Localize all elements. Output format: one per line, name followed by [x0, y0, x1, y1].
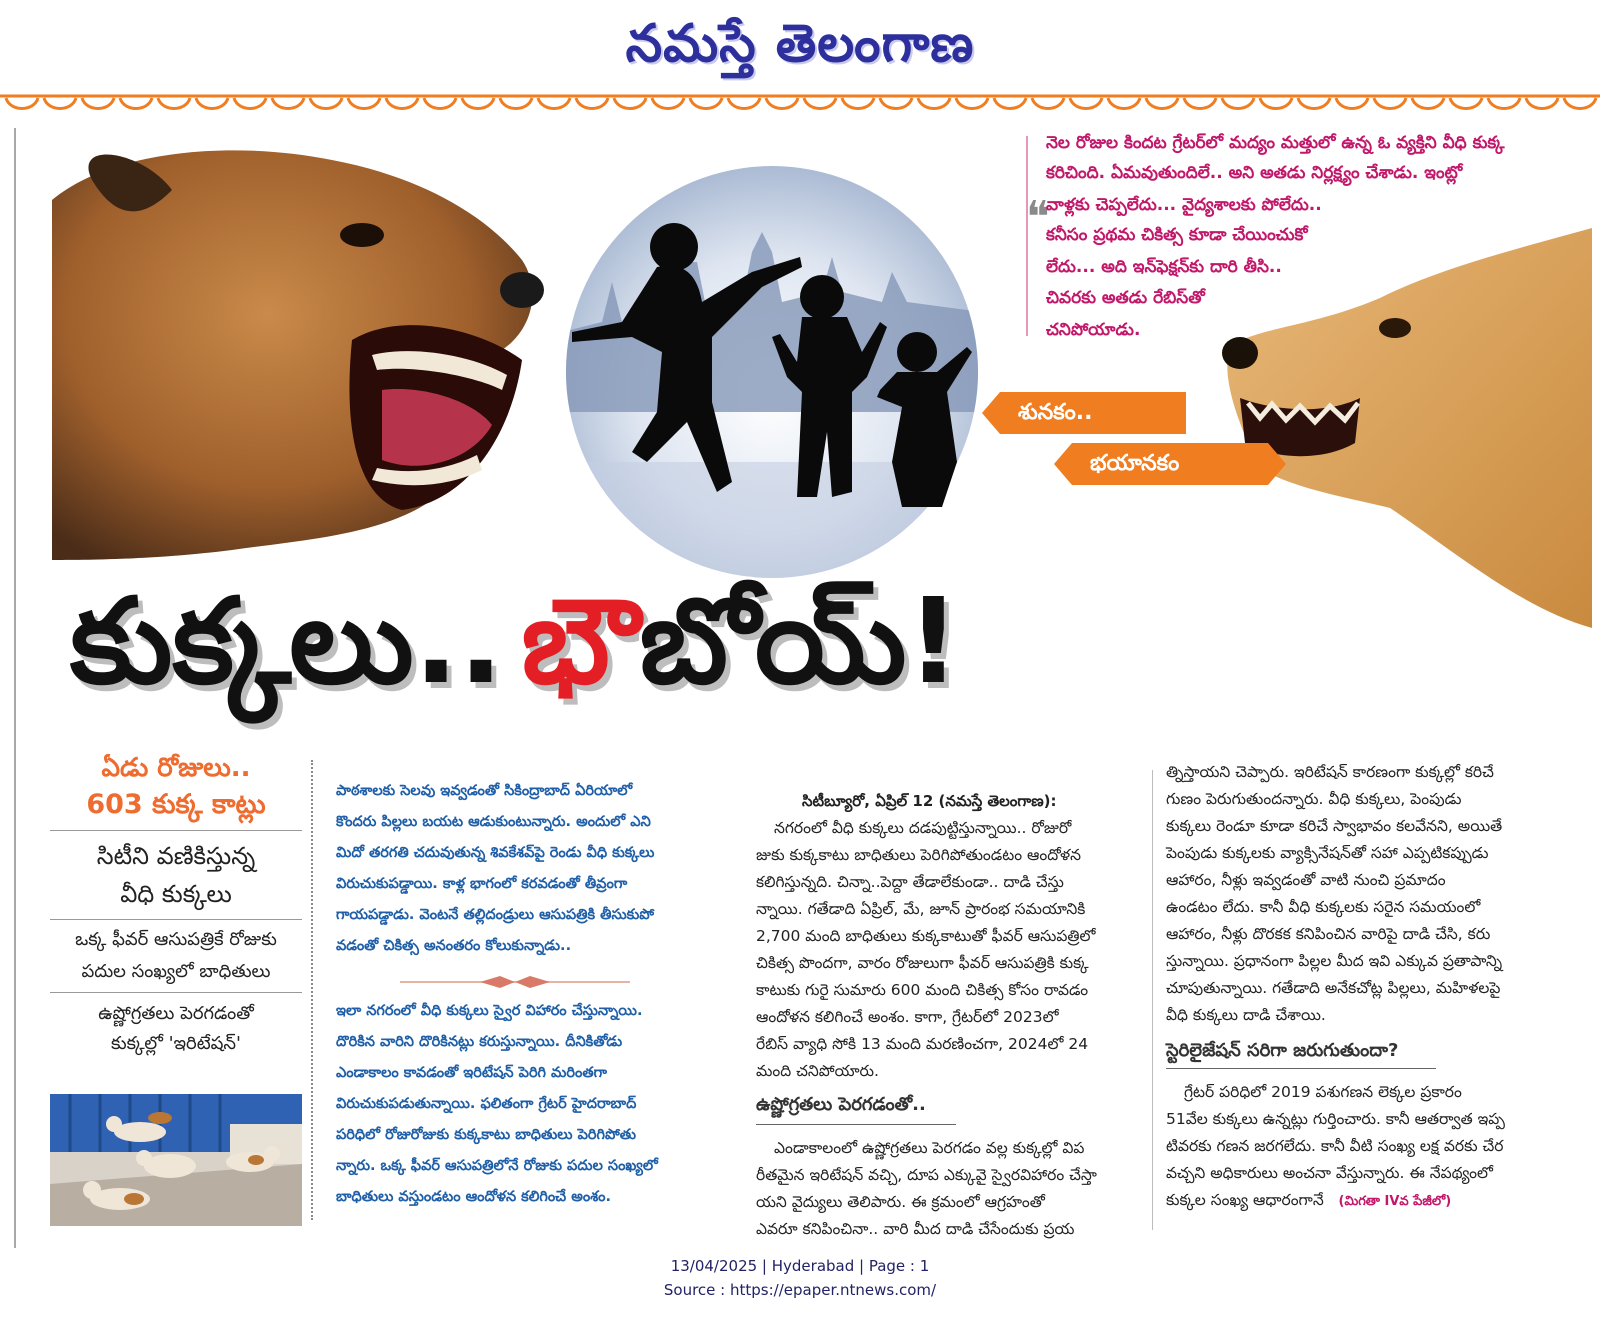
intro-line: న్నారు. ఒక్క ఫీవర్ ఆసుపత్రిలోనే రోజుకు పదుల సంఖ్యలో — [336, 1158, 658, 1174]
ornament-scallop — [576, 98, 608, 109]
ornament-scallop — [1070, 98, 1102, 109]
article-line: యని వైద్యులు తెలిపారు. ఈ క్రమంలో ఆగ్రహంతో — [756, 1193, 1045, 1211]
subheading-underline — [756, 1124, 956, 1125]
article-last-line: కుక్కల సంఖ్య ఆధారంగానే — [1166, 1191, 1324, 1209]
masthead — [0, 0, 1600, 80]
ornament-scallop — [1032, 98, 1064, 109]
article-line: ఆహారం, నీళ్లు దొరకక కనిపించిన వారిపై దాడి చేసి, కరు — [1166, 925, 1491, 943]
article-line: నగరంలో వీధి కుక్కలు దడపుట్టిస్తున్నాయి.. రోజురో — [774, 819, 1072, 837]
headline-part-2: భౌ — [521, 572, 640, 710]
ornament-scallop — [196, 98, 228, 109]
angry-dog-photo-left — [52, 140, 552, 560]
ornament-scallop — [386, 98, 418, 109]
headline-part-3: బోయ్! — [639, 572, 961, 710]
article-line: చూపుతున్నాయి. గతేడాది అనేకచోట్ల పిల్లలు, మహిళలపై — [1166, 979, 1501, 997]
sidebar-block-4 — [50, 920, 302, 993]
sidebar-line-4a: ఒక్క ఫీవర్ ఆసుపత్రికే రోజుకు — [75, 929, 277, 950]
ornament-scallop — [652, 98, 684, 109]
sidebar-line-5b: కుక్కల్లో 'ఇరిటేషన్' — [110, 1033, 242, 1054]
ornament-scallop — [918, 98, 950, 109]
subheading: ఉష్ణోగ్రతలు పెరగడంతో.. — [756, 1094, 926, 1115]
intro-line: ఎండాకాలం కావడంతో ఇరిటేషన్ పెరిగి మరింతగా — [336, 1065, 607, 1081]
ornament-scallop — [728, 98, 760, 109]
intro-line: దొరికిన వారిని దొరికినట్లు కరుస్తున్నాయి. దీనికితోడు — [336, 1034, 623, 1050]
intro-line: గాయపడ్డాడు. వెంటనే తల్లిదండ్రులు ఆసుపత్రికి తీసుకుపో — [336, 907, 654, 923]
ornament-scallop — [1222, 98, 1254, 109]
quote-line: కరిచింది. ఏమవుతుందిలే.. అని అతడు నిర్లక్ష్యం చేశాడు. ఇంట్లో — [1046, 163, 1463, 183]
article-line — [1166, 1187, 1556, 1215]
subheading-underline — [1166, 1068, 1436, 1069]
page-footer — [0, 1254, 1600, 1302]
quote-mark-icon: ❝ — [1026, 192, 1050, 243]
sidebar-highlights — [50, 750, 302, 1065]
ornament-scallop — [614, 98, 646, 109]
ornament-scallop — [158, 98, 190, 109]
article-line: న్నాయి. గతేడాది ఏప్రిల్, మే, జూన్ ప్రారంభ సమయానికి — [756, 900, 1086, 918]
ornament-scallop — [44, 98, 76, 109]
ornament-scallop — [348, 98, 380, 109]
sidebar-line-5a: ఉష్ణోగ్రతలు పెరగడంతో — [98, 1003, 254, 1024]
article-line: 2,700 మంది బాధితులు కుక్కకాటుతో ఫీవర్ ఆసుపత్రిలో — [756, 927, 1096, 945]
intro-line: బాధితులు వస్తుండటం ఆందోళన కలిగించే అంశం. — [336, 1189, 612, 1205]
article-line: గ్రేటర్ పరిధిలో 2019 పశుగణన లెక్కల ప్రకారం — [1184, 1083, 1462, 1101]
article-line: పెంపుడు కుక్కలకు వ్యాక్సినేషన్‌తో సహా ఎప్పటికప్పుడు — [1166, 844, 1489, 862]
ornament-scallop — [1564, 98, 1596, 109]
footer-source-link[interactable]: Source : https://epaper.ntnews.com/ — [663, 1281, 937, 1299]
intro-line: మిదో తరగతి చదువుతున్న శివకేశవ్‌పై రెండు వీధి కుక్కలు — [336, 845, 655, 861]
sidebar-line-3a: సిటీని వణికిస్తున్న — [96, 842, 256, 870]
ornament-scallop — [994, 98, 1026, 109]
sidebar-line-1: ఏడు రోజులు.. — [101, 753, 251, 783]
intro-line: విరుచుకుపడుతున్నాయి. ఫలితంగా గ్రేటర్ హైదరాబాద్ — [336, 1096, 637, 1112]
ornament-scallop — [1184, 98, 1216, 109]
article-line: ఆహారం, నీళ్లు ఇవ్వడంతో వాటి నుంచి ప్రమాదం — [1166, 871, 1446, 889]
article-line: చికిత్స పొందగా, వారం రోజులుగా ఫీవర్ ఆసుపత్రికి కుక్క — [756, 954, 1089, 972]
ornament-scallop — [1336, 98, 1368, 109]
article-line: కలిగిస్తున్నది. చిన్నా..పెద్దా తేడాలేకుండా.. దాడి చేస్తు — [756, 873, 1064, 891]
left-frame-rule — [14, 128, 16, 1248]
ornament-scallop — [1108, 98, 1140, 109]
ornament-scallop — [690, 98, 722, 109]
ornament-scallop — [120, 98, 152, 109]
quote-line: వాళ్లకు చెప్పలేదు... వైద్యశాలకు పోలేదు.. — [1046, 195, 1322, 215]
quote-line: చివరకు అతడు రేబిస్‌తో — [1046, 288, 1205, 308]
ornament-scallop — [234, 98, 266, 109]
article-line: కుక్కలు రెండూ కూడా కరిచే స్వాభావం కలవేనని, అయితే — [1166, 817, 1503, 835]
quote-line: లేదు... అది ఇన్‌ఫెక్షన్‌కు దారి తీసి.. — [1046, 257, 1282, 277]
sidebar-line-3b: వీధి కుక్కలు — [120, 880, 232, 908]
article-line: వచ్చని అధికారులు అంచనా వేస్తున్నారు. ఈ నేపథ్యంలో — [1166, 1164, 1493, 1182]
sidebar-block-5 — [50, 993, 302, 1065]
article-line: స్తున్నాయి. ప్రధానంగా పిల్లల మీద ఇవి ఎక్కువ ప్రతాపాన్ని — [1166, 952, 1503, 970]
main-headline — [70, 572, 1570, 752]
snarling-dog-photo-right — [1220, 228, 1592, 628]
article-column-1 — [756, 788, 1146, 1243]
column-divider — [1152, 770, 1153, 1230]
intro-column — [336, 776, 724, 1213]
ornament-scallop — [1146, 98, 1178, 109]
ornament-scallop — [538, 98, 570, 109]
article-line: కాటుకు గురై సుమారు 600 మంది చికిత్స కోసం రావడం — [756, 981, 1089, 999]
footer-edition-info: 13/04/2025 | Hyderabad | Page : 1 — [670, 1257, 930, 1275]
quote-line: చనిపోయాడు. — [1046, 320, 1141, 340]
ornament-scallop — [462, 98, 494, 109]
continued-note: (మిగతా IVవ పేజీలో) — [1338, 1194, 1452, 1209]
article-line: గుణం పెరుగుతుందన్నారు. వీధి కుక్కలు, పెంపుడు — [1166, 790, 1462, 808]
ornament-scallop — [6, 98, 38, 109]
article-line: వీధి కుక్కలు దాడి చేశాయి. — [1166, 1006, 1326, 1024]
dateline: సిటీబ్యూరో, ఏప్రిల్ 12 (నమస్తే తెలంగాణ): — [802, 792, 1057, 810]
ornament-scallop — [956, 98, 988, 109]
sidebar-divider — [311, 760, 313, 1220]
ornament-scallop — [1412, 98, 1444, 109]
ornament-scallop — [1450, 98, 1482, 109]
ornament-scallop — [1374, 98, 1406, 109]
newspaper-logo: నమస్తే తెలంగాణ — [625, 14, 975, 74]
intro-line: వడంతో చికిత్స అనంతరం కోలుకున్నాడు.. — [336, 938, 572, 954]
ornamental-border — [0, 92, 1600, 114]
street-dogs-photo — [50, 1094, 302, 1226]
children-silhouette-circle — [562, 162, 982, 582]
ornament-scallop — [82, 98, 114, 109]
article-line: జుకు కుక్కకాటు బాధితులు పెరిగిపోతుండటం ఆందోళన — [756, 846, 1082, 864]
article-line: మంది చనిపోయారు. — [756, 1062, 879, 1080]
ornament-scallop — [272, 98, 304, 109]
ornament-scallop — [804, 98, 836, 109]
article-column-2 — [1166, 759, 1556, 1215]
intro-line: విరుచుకుపడ్డాయి. కాళ్ల భాగంలో కరవడంతో తీవ్రంగా — [336, 876, 628, 892]
ornament-scallop — [1488, 98, 1520, 109]
intro-line: కొందరు పిల్లలు బయట ఆడుకుంటున్నారు. అందులో ఎని — [336, 814, 651, 830]
sidebar-block-3 — [50, 831, 302, 920]
article-line: ఆందోళన కలిగించే అంశం. కాగా, గ్రేటర్‌లో 2023లో — [756, 1008, 1059, 1026]
sidebar-line-2: 603 కుక్క కాట్లు — [50, 786, 302, 831]
sidebar-line-4b: పదుల సంఖ్యలో బాధితులు — [81, 961, 271, 982]
ornament-scallop — [880, 98, 912, 109]
ornament-scallop — [1298, 98, 1330, 109]
ornamental-divider — [400, 972, 630, 992]
quote-line: కనీసం ప్రథమ చికిత్స కూడా చేయించుకో — [1046, 225, 1308, 245]
ornament-scallop — [842, 98, 874, 109]
intro-line: పరిధిలో రోజురోజుకు కుక్కకాటు బాధితులు పెరిగిపోతు — [336, 1127, 637, 1143]
intro-line: ఇలా నగరంలో వీధి కుక్కలు స్వైర విహారం చేస్తున్నాయి. — [336, 1003, 643, 1019]
intro-line: పాఠశాలకు సెలవు ఇవ్వడంతో సికింద్రాబాద్ ఏరియాలో — [336, 783, 633, 799]
article-line: 51వేల కుక్కలు ఉన్నట్లు గుర్తించారు. కానీ ఆతర్వాత ఇప్ప — [1166, 1110, 1505, 1128]
ornament-scallop — [424, 98, 456, 109]
article-line: రీతమైన ఇరిటేషన్ వచ్చి, దూప ఎక్కువై స్వైరవిహారం చేస్తా — [756, 1166, 1097, 1184]
tag-label-2: భయానకం — [1072, 443, 1268, 485]
ornament-scallop — [1526, 98, 1558, 109]
article-line: టివరకు గణన జరగలేదు. కానీ వీటి సంఖ్య లక్ష వరకు చేర — [1166, 1137, 1504, 1155]
ornament-scallop — [500, 98, 532, 109]
ornament-scallop — [1260, 98, 1292, 109]
article-line: ఎవరూ కనిపించినా.. వారి మీద దాడి చేసేందుకు ప్రయ — [756, 1220, 1075, 1238]
article-line: త్నిస్తాయని చెప్పారు. ఇరిటేషన్ కారణంగా కుక్కల్లో కరిచే — [1166, 763, 1494, 781]
article-line: ఉండటం లేదు. కానీ వీధి కుక్కలకు సరైన సమయంలో — [1166, 898, 1481, 916]
article-line: ఎండాకాలంలో ఉష్ణోగ్రతలు పెరగడం వల్ల కుక్కల్లో విప — [774, 1139, 1085, 1157]
quote-line: నెల రోజుల కిందట గ్రేటర్‌లో మద్యం మత్తులో ఉన్న ఓ వ్యక్తిని వీధి కుక్క — [1046, 133, 1505, 153]
tag-label-1: శునకం.. — [1000, 392, 1186, 434]
subheading: స్టెరిలైజేషన్ సరిగా జరుగుతుందా? — [1166, 1040, 1399, 1061]
headline-part-1: కుక్కలు.. — [70, 572, 504, 710]
ornament-scallop — [766, 98, 798, 109]
ornament-scallop — [310, 98, 342, 109]
article-line: రేబిస్ వ్యాధి సోకి 13 మంది మరణించగా, 2024లో 24 — [756, 1035, 1089, 1053]
